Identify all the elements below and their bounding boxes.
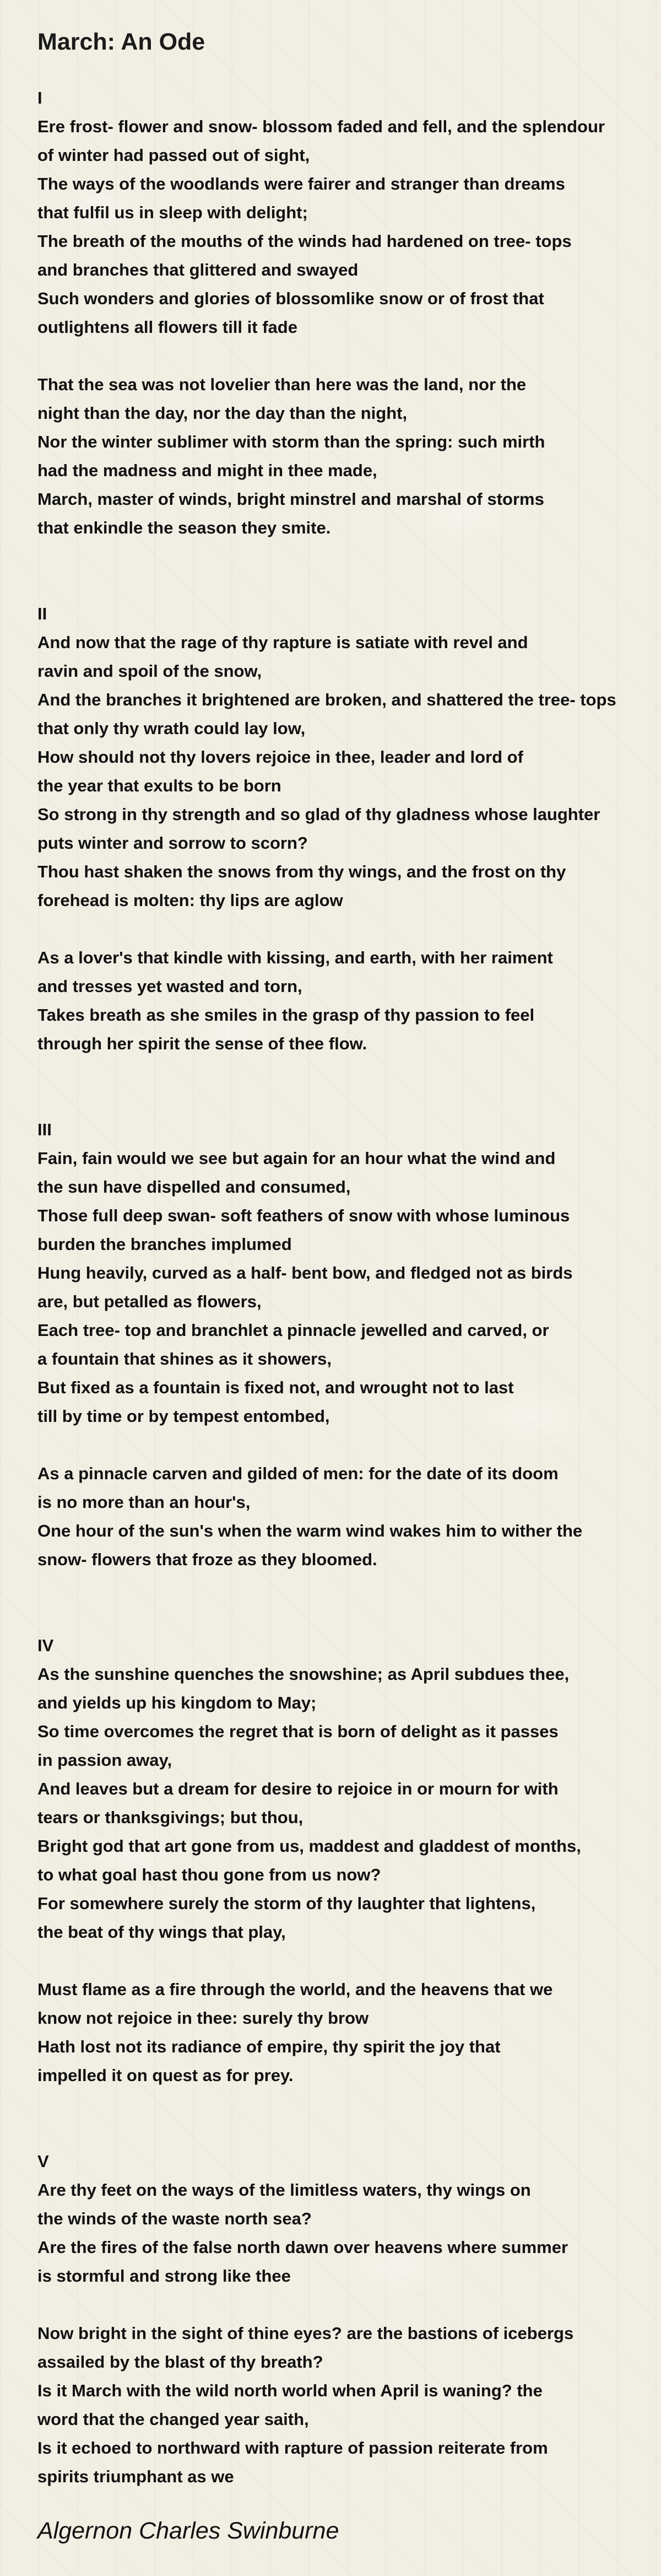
stanza (37, 2176, 654, 2291)
poem-line: is no more than an hour's, (37, 1492, 251, 1512)
section-number: V (37, 2152, 49, 2171)
poem-line: Hung heavily, curved as a half- bent bow, and fledged not as birds (37, 1263, 573, 1282)
poem-line: are, but petalled as flowers, (37, 1292, 262, 1311)
poem-line: Is it March with the wild north world when April is waning? the (37, 2381, 543, 2400)
poem-title: March: An Ode (37, 29, 205, 55)
poem-section (37, 1631, 654, 2090)
poem-line: and tresses yet wasted and torn, (37, 977, 302, 996)
section-number: III (37, 1120, 52, 1139)
poem-line: the beat of thy wings that play, (37, 1922, 286, 1942)
poem-line: As a lover's that kindle with kissing, and earth, with her raiment (37, 948, 553, 967)
poem-body (37, 84, 654, 2491)
poem-line: That the sea was not lovelier than here was the land, nor the (37, 375, 527, 394)
poem-line: One hour of the sun's when the warm wind wakes him to wither the (37, 1521, 583, 1540)
poem-line: and branches that glittered and swayed (37, 260, 359, 279)
section-number: I (37, 88, 42, 107)
stanza-gap (37, 915, 654, 944)
section-gap (37, 1574, 654, 1631)
poem-line: assailed by the blast of thy breath? (37, 2352, 323, 2372)
section-number: IV (37, 1636, 54, 1655)
section-number: II (37, 604, 47, 623)
poem-line: Is it echoed to northward with rapture of passion reiterate from (37, 2438, 548, 2458)
poem-line: of winter had passed out of sight, (37, 145, 310, 165)
poem-line: As a pinnacle carven and gilded of men: for the date of its doom (37, 1464, 559, 1483)
poem-line: Each tree- top and branchlet a pinnacle jewelled and carved, or (37, 1321, 549, 1340)
poem-line: tears or thanksgivings; but thou, (37, 1808, 304, 1827)
poem-line: a fountain that shines as it showers, (37, 1349, 332, 1368)
poem-line: ravin and spoil of the snow, (37, 661, 262, 681)
stanza (37, 944, 654, 1058)
poem-line: till by time or by tempest entombed, (37, 1406, 330, 1426)
poem-line: Must flame as a fire through the world, and the heavens that we (37, 1980, 553, 1999)
poem-line: puts winter and sorrow to scorn? (37, 833, 308, 853)
poem-line: The ways of the woodlands were fairer and stranger than dreams (37, 174, 565, 193)
stanza (37, 112, 654, 342)
stanza (37, 1975, 654, 2090)
poem-line: How should not thy lovers rejoice in thee, leader and lord of (37, 747, 523, 767)
poem-line: and yields up his kingdom to May; (37, 1693, 317, 1712)
poem-line: that only thy wrath could lay low, (37, 719, 306, 738)
stanza (37, 2319, 654, 2491)
poem-line: to what goal hast thou gone from us now? (37, 1865, 381, 1884)
poem-line: Those full deep swan- soft feathers of snow with whose luminous (37, 1206, 570, 1225)
stanza-gap (37, 342, 654, 370)
poem-line: The breath of the mouths of the winds had hardened on tree- tops (37, 231, 572, 251)
poem-line: had the madness and might in thee made, (37, 461, 377, 480)
poem-line: And the branches it brightened are broken, and shattered the tree- tops (37, 690, 616, 709)
section-gap (37, 542, 654, 600)
poem-line: that enkindle the season they smite. (37, 518, 331, 537)
poem-line: word that the changed year saith, (37, 2410, 309, 2429)
poem-line: Ere frost- flower and snow- blossom faded and fell, and the splendour (37, 117, 605, 136)
poem-line: And now that the rage of thy rapture is satiate with revel and (37, 633, 528, 652)
poem-section (37, 2147, 654, 2491)
poem-line: Such wonders and glories of blossomlike snow or of frost that (37, 289, 544, 308)
poem-author[interactable]: Algernon Charles Swinburne (37, 2518, 339, 2544)
poem-line: And leaves but a dream for desire to rejoice in or mourn for with (37, 1779, 559, 1798)
poem-line: March, master of winds, bright minstrel and marshal of storms (37, 489, 544, 509)
poem-line: snow- flowers that froze as they bloomed. (37, 1550, 377, 1569)
poem-line: the sun have dispelled and consumed, (37, 1177, 351, 1197)
poem-line: Bright god that art gone from us, maddest and gladdest of months, (37, 1836, 581, 1856)
stanza (37, 1144, 654, 1431)
poem-line: know not rejoice in thee: surely thy brow (37, 2008, 369, 2028)
poem-line: outlightens all flowers till it fade (37, 317, 297, 337)
poem-line: So time overcomes the regret that is born of delight as it passes (37, 1722, 559, 1741)
poem-section (37, 84, 654, 542)
stanza-gap (37, 2291, 654, 2319)
poem-line: that fulfil us in sleep with delight; (37, 203, 308, 222)
poem-line: Fain, fain would we see but again for an hour what the wind and (37, 1149, 556, 1168)
poem-line: Hath lost not its radiance of empire, thy spirit the joy that (37, 2037, 501, 2056)
poem-line: through her spirit the sense of thee flow. (37, 1034, 367, 1053)
poem-line: is stormful and strong like thee (37, 2266, 291, 2286)
section-gap (37, 1058, 654, 1115)
poem-line: As the sunshine quenches the snowshine; as April subdues thee, (37, 1664, 570, 1684)
poem-line: So strong in thy strength and so glad of thy gladness whose laughter (37, 805, 600, 824)
stanza (37, 370, 654, 542)
poem-line: night than the day, nor the day than the night, (37, 403, 408, 423)
stanza (37, 1660, 654, 1947)
poem-section (37, 600, 654, 1058)
poem-line: burden the branches implumed (37, 1235, 292, 1254)
section-gap (37, 2090, 654, 2147)
stanza-gap (37, 1947, 654, 1975)
poem-line: the winds of the waste north sea? (37, 2209, 312, 2228)
poem-line: Thou hast shaken the snows from thy wings, and the frost on thy (37, 862, 566, 881)
poem-line: But fixed as a fountain is fixed not, and wrought not to last (37, 1378, 514, 1397)
poem-line: the year that exults to be born (37, 776, 281, 795)
stanza (37, 1459, 654, 1574)
poem-line: in passion away, (37, 1750, 172, 1770)
poem-line: impelled it on quest as for prey. (37, 2066, 294, 2085)
poem-line: Takes breath as she smiles in the grasp of thy passion to feel (37, 1005, 535, 1025)
poem-line: Are the fires of the false north dawn over heavens where summer (37, 2238, 568, 2257)
stanza-gap (37, 1431, 654, 1459)
stanza (37, 628, 654, 915)
poem-line: Are thy feet on the ways of the limitless waters, thy wings on (37, 2180, 531, 2200)
poem-line: forehead is molten: thy lips are aglow (37, 891, 343, 910)
poem-section (37, 1115, 654, 1574)
poem-line: For somewhere surely the storm of thy laughter that lightens, (37, 1894, 536, 1913)
poem-line: Now bright in the sight of thine eyes? are the bastions of icebergs (37, 2324, 574, 2343)
poem-line: Nor the winter sublimer with storm than the spring: such mirth (37, 432, 545, 451)
poem-line: spirits triumphant as we (37, 2467, 234, 2486)
